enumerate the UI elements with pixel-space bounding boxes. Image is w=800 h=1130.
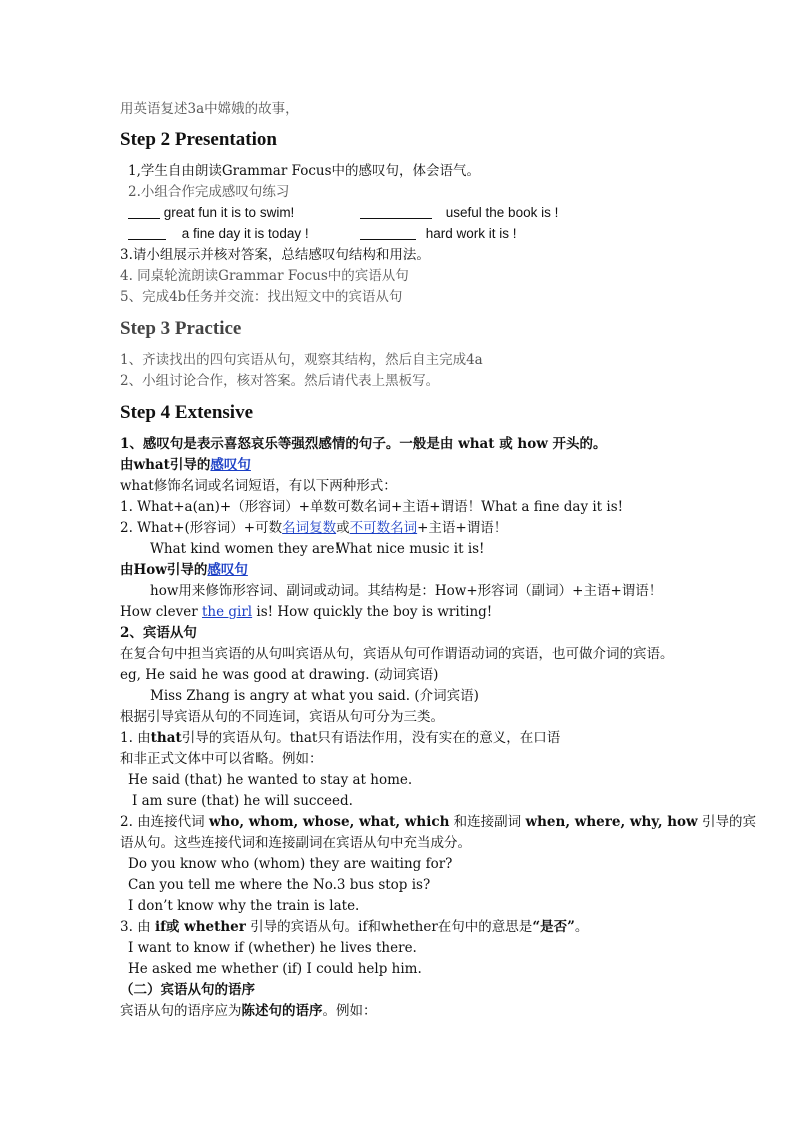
what-example-2: What nice music it is! [336,541,485,557]
if-whether-tail: 。 [574,919,589,935]
how-example-text: How clever [120,604,202,620]
if-example-1: I want to know if (whether) he lives there. [128,940,417,956]
step3-item-2: 2、小组讨论合作，核对答案。然后请代表上黑板写。 [120,373,440,389]
step3-heading: Step 3 Practice [120,318,242,339]
classification-line: 根据引导宾语从句的不同连词，宾语从句可分为三类。 [120,709,444,725]
exercise-row-1 [128,204,294,222]
wh-example-2: Can you tell me where the No.3 bus stop is? [128,877,431,893]
that-clause-text: 引导的宾语从句。that只有语法作用，没有实在的意义，在口语 [181,730,561,746]
answer-blank[interactable] [360,225,416,240]
step3-item-1: 1、齐读找出的四句宾语从句，观察其结构，然后自主完成4a [120,352,483,368]
what-example-1: What kind women they are! [150,541,340,557]
wh-clause-line-2: 语从句。这些连接代词和连接副词在宾语从句中充当成分。 [120,835,471,851]
exercise-4-text: hard work it is ! [425,226,517,241]
step2-item-4: 4. 同桌轮流朗读Grammar Focus中的宾语从句 [120,268,409,284]
if-whether-text: 引导的宾语从句。if和whether在句中的意思是 [245,919,533,935]
step2-item-2: 2.小组合作完成感叹句练习 [128,184,290,200]
step2-item-5: 5、完成4b任务并交流：找出短文中的宾语从句 [120,289,403,305]
wh-clause-prefix: 2. 由连接代词 [120,814,209,830]
word-order-tail: 。例如： [322,1003,377,1019]
what-subheading [120,456,251,474]
word-order-heading: （二）宾语从句的语序 [120,982,255,998]
that-clause-line-2: 和非正式文体中可以省略。例如： [120,751,323,767]
wh-clause-mid: 和连接副词 [449,814,526,830]
whether-meaning: “是否” [532,919,575,935]
what-form-1: 1. What+a(an)+（形容词）+单数可数名词+主语+谓语！What a fine day it is! [120,499,624,515]
exercise-2-text: useful the book is ! [445,205,559,220]
that-example-1: He said (that) he wanted to stay at home. [128,772,413,788]
that-keyword: that [150,730,182,746]
what-form-2-tail: +主语+谓语！ [417,520,508,536]
declarative-order: 陈述句的语序 [241,1003,323,1019]
exercise-row-2 [360,204,558,222]
answer-blank[interactable] [360,204,432,219]
step4-heading: Step 4 Extensive [120,402,253,423]
example-verb-object: eg, He said he was good at drawing. (动词宾语) [120,667,439,683]
wh-clause-line [120,813,756,831]
or-text: 或 [336,520,350,536]
pronoun-keywords: who, whom, whose, what, which [208,814,450,830]
what-usage-line: what修饰名词或名词短语，有以下两种形式： [120,478,397,494]
word-order-line [120,1002,377,1020]
how-usage-line: how用来修饰形容词、副词或动词。其结构是：How+形容词（副词）+主语+谓语！ [150,583,663,599]
uncountable-noun-link[interactable]: 不可数名词 [349,520,418,536]
if-whether-prefix: 3. 由 [120,919,155,935]
exercise-1-text: great fun it is to swim! [163,205,295,220]
if-whether-line [120,918,588,936]
word-order-text: 宾语从句的语序应为 [120,1003,242,1019]
that-clause-prefix: 1. 由 [120,730,151,746]
that-example-2: I am sure (that) he will succeed. [132,793,353,809]
exercise-3-text: a fine day it is today ! [181,226,309,241]
what-form-2-text: 2. What+(形容词）+可数 [120,520,283,536]
step2-heading: Step 2 Presentation [120,129,277,150]
wh-clause-tail: 引导的宾 [697,814,756,830]
exercise-row-4 [360,225,517,243]
exclamation-link[interactable]: 感叹句 [207,562,248,578]
answer-blank[interactable] [128,204,160,219]
intro-line: 用英语复述3a中嫦娥的故事， [120,101,299,117]
object-clause-definition: 在复合句中担当宾语的从句叫宾语从句，宾语从句可作谓语动词的宾语，也可做介词的宾语。 [120,646,674,662]
example-prep-object: Miss Zhang is angry at what you said. (介词宾语) [150,688,479,704]
step2-item-1: 1,学生自由朗读Grammar Focus中的感叹句，体会语气。 [128,163,481,179]
step2-item-3: 3.请小组展示并核对答案，总结感叹句结构和用法。 [120,247,430,263]
that-clause-line [120,729,560,747]
object-clause-heading: 2、宾语从句 [120,625,197,641]
what-subheading-text: 由what引导的 [120,457,211,473]
adverb-keywords: when, where, why, how [525,814,698,830]
how-subheading-text: 由How引导的 [120,562,208,578]
what-form-2 [120,519,507,537]
how-subheading [120,561,248,579]
if-whether-keywords: if或 whether [154,919,246,935]
exclamation-link[interactable]: 感叹句 [210,457,251,473]
answer-blank[interactable] [128,225,166,240]
the-girl-link[interactable]: the girl [201,604,253,620]
exercise-row-3 [128,225,309,243]
plural-noun-link[interactable]: 名词复数 [282,520,337,536]
if-example-2: He asked me whether (if) I could help him. [128,961,422,977]
how-example-tail: is! How quickly the boy is writing! [252,604,493,620]
wh-example-3: I don’t know why the train is late. [128,898,360,914]
exclamation-definition: 1、感叹句是表示喜怒哀乐等强烈感情的句子。一般是由 what 或 how 开头的。 [120,436,607,452]
wh-example-1: Do you know who (whom) they are waiting for? [128,856,453,872]
how-example-line [120,603,492,621]
